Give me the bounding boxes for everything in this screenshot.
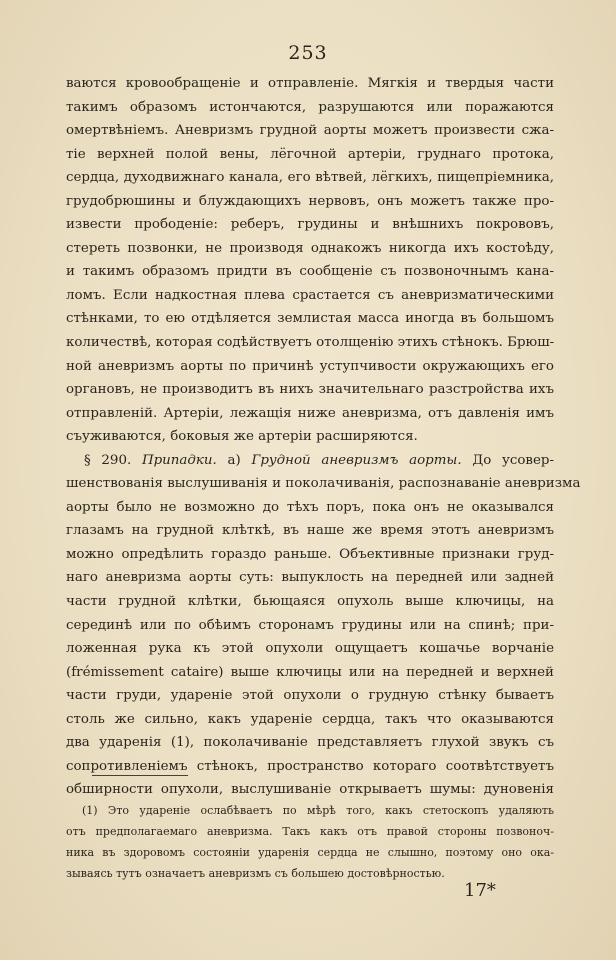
footnote-line: зываясь тутъ означаетъ аневризмъ съ большею достовѣрностью. bbox=[66, 867, 445, 880]
text-line: наго аневризма аорты суть: выпуклость на передней или задней bbox=[66, 570, 554, 586]
text-line: стѣнками, то ею отдѣляется землистая масса иногда въ большомъ bbox=[66, 311, 554, 327]
text-line: (frémissement cataire) выше ключицы или на передней и верхней bbox=[66, 664, 554, 680]
text-line: тiе верхней полой вены, лёгочной артерiи, груднаго протока, bbox=[66, 146, 554, 162]
text-line: ной аневризмъ аорты по причинѣ уступчивости окружающихъ его bbox=[66, 358, 554, 374]
text-line: два ударенiя (1), поколачиванiе представляетъ глухой звукъ съ bbox=[66, 735, 554, 751]
text-line: шенствованiя выслушиванiя и поколачиванiя, распознаванiе аневризма bbox=[66, 476, 581, 492]
section-subheading: Грудной аневризмъ аорты. bbox=[251, 452, 462, 468]
text-line: органовъ, не производитъ въ нихъ значительнаго разстройства ихъ bbox=[66, 382, 554, 398]
printer-signature-mark: 17* bbox=[464, 880, 496, 901]
text-line: столь же сильно, какъ ударенiе сердца, такъ что оказываются bbox=[66, 711, 554, 727]
text-line: аорты было не возможно до тѣхъ поръ, пока онъ не оказывался bbox=[66, 499, 554, 515]
text-line: съуживаются, боковыя же артерiи расширяются. bbox=[66, 429, 418, 445]
footnote-line: отъ предполагаемаго аневризма. Такъ какъ отъ правой стороны позвоноч- bbox=[66, 825, 554, 838]
section-heading-line bbox=[66, 449, 554, 473]
section-heading-tail: До усовер- bbox=[472, 452, 554, 468]
text-line: извести прободенiе: реберъ, грудины и внѣшнихъ покрововъ, bbox=[66, 217, 554, 233]
footnote bbox=[66, 800, 554, 884]
text-line: сердца, духодвижнаго канала, его вѣтвей, лёгкихъ, пищепрiемника, bbox=[66, 170, 554, 186]
text-line: глазамъ на грудной клѣткѣ, въ наше же время этотъ аневризмъ bbox=[66, 523, 554, 539]
footnote-divider bbox=[92, 775, 188, 776]
text-line: ложенная рука къ этой опухоли ощущаетъ кошачье ворчанiе bbox=[66, 641, 554, 657]
text-line: ваются кровообращенie и отправленie. Мягкiя и твердыя части bbox=[66, 76, 554, 91]
main-text bbox=[66, 72, 581, 802]
footnote-line: (1) Это ударенiе ослабѣваетъ по мѣрѣ того, какъ стетоскопъ удаляють bbox=[82, 804, 554, 817]
footnote-line: ника въ здоровомъ состоянiи ударенiя сердца не слышно, поэтому оно ока- bbox=[66, 846, 554, 859]
text-line: части грудной клѣтки, бьющаяся опухоль выше ключицы, на bbox=[66, 594, 554, 610]
text-line: и такимъ образомъ придти въ сообщенiе съ позвоночнымъ кана- bbox=[66, 264, 554, 280]
text-line: серединѣ или по обѣимъ сторонамъ грудины или на спинѣ; при- bbox=[66, 617, 554, 633]
text-line: такимъ образомъ истончаются, разрушаются или поражаются bbox=[66, 99, 554, 115]
text-line: грудобрюшины и блуждающихъ нервовъ, онъ можетъ также про- bbox=[66, 193, 554, 209]
text-line: стереть позвонки, не производя однакожъ никогда ихъ костоѣду, bbox=[66, 240, 554, 256]
text-line: сопротивленiемъ стѣнокъ, пространство котораго соотвѣтствуетъ bbox=[66, 758, 554, 774]
text-line: количествѣ, которая содѣйствуетъ отолщенiю этихъ стѣнокъ. Брюш- bbox=[66, 335, 555, 351]
section-point: а) bbox=[227, 452, 241, 468]
text-line: можно опредѣлить гораздо раньше. Объективные признаки груд- bbox=[66, 546, 554, 562]
text-line: ломъ. Если надкостная плева срастается съ аневризматическими bbox=[66, 287, 554, 303]
text-line: омертвѣнiемъ. Аневризмъ грудной аорты можетъ произвести сжа- bbox=[66, 123, 554, 139]
text-line: отправленiй. Артерiи, лежащiя ниже аневризма, отъ давленiя имъ bbox=[66, 405, 554, 421]
text-line: части груди, ударенiе этой опухоли о грудную стѣнку бываетъ bbox=[66, 688, 554, 704]
section-heading: Припадки. bbox=[141, 452, 217, 468]
section-number: § 290. bbox=[84, 452, 132, 468]
text-line: обширности опухоли, выслушиванiе открываетъ шумы: дуновенiя bbox=[66, 782, 554, 798]
page-number: 253 bbox=[288, 42, 328, 64]
